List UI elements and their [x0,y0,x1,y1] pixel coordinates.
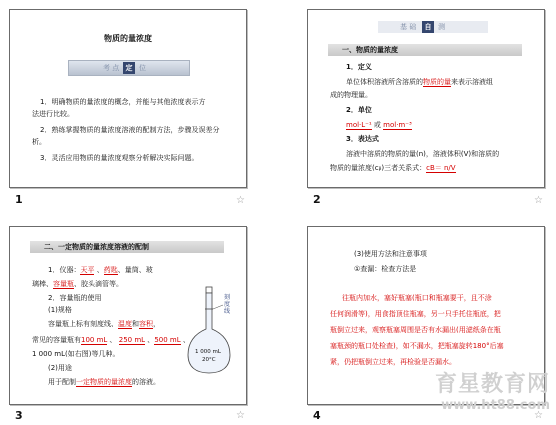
content-line: 常见的容量瓶有100 mL 、 250 mL 、500 mL 、 [32,336,190,344]
answer-line: 往瓶内加水，塞好瓶塞(瓶口和瓶塞要干，且不涂 [342,294,492,302]
formula: cB＝ n/V [426,164,456,172]
answer-line: 任何润滑等)，用食指顶住瓶塞，另一只手托住瓶底，把 [330,310,501,318]
answer-blank: 天平 [80,266,95,274]
watermark-title: 育星教育网 [434,372,550,397]
answer-blank: 药匙 [103,266,118,274]
section-banner [30,241,224,253]
section-banner [328,44,522,56]
content-line: 用于配制一定物质的量浓度的溶液。 [48,378,160,386]
star-icon[interactable]: ☆ [236,410,245,421]
section-title: 二、一定物质的量浓度溶液的配制 [44,243,149,251]
answer-blank: 容积 [139,320,153,328]
answer-blank: mol·m⁻³ [383,121,412,129]
content-line: 璃棒、容量瓶、胶头滴管等。 [32,280,123,288]
answer-line: 紧，仍把瓶倒立过来，再检验是否漏水。 [330,358,456,366]
answer-blank: 100 mL [81,336,108,344]
flask-volume: 1 000 mL [195,349,221,355]
flask-label: 度 [224,301,231,308]
watermark-url: www.ht88.com [441,398,550,413]
banner-badge: 自 [422,21,434,33]
point-line: 1．明确物质的量浓度的概念，并能与其他浓度表示方 [40,98,206,106]
answer-blank: 容量瓶 [53,280,74,288]
topic-banner: 基 础 自 测 [378,21,488,33]
answer-line: 瓶倒立过来，观察瓶塞周围是否有水漏出(用滤纸条在瓶 [330,326,501,334]
point-line: 3．灵活应用物质的量浓度观察分析解决实际问题。 [40,154,199,162]
slide-2[interactable]: 基 础 自 测 一、物质的量浓度 1．定义 单位体积溶液所含溶质的物质的量来表示溶液组 成的物理量。 2．单位 mol·L⁻¹ 或 mol·m⁻³ 3．表达式 溶液中溶质的物质的量(n)，溶液体积(V)和溶质的 物质的量浓度(cᵦ)三者关系式：cB＝ n/V [307,9,545,188]
banner-badge: 定 [123,62,135,74]
answer-line: 塞瓶颈的瓶口处检查)，如不漏水，把瓶塞旋转180°后塞 [330,342,504,350]
star-icon[interactable]: ☆ [236,195,245,206]
answer-blank: 物质的量 [423,78,451,86]
flask-temperature: 20°C [202,357,216,363]
point-line: 析。 [32,138,46,146]
answer-blank: 500 mL [154,336,181,344]
flask-label: 线 [224,308,231,315]
page-number: 2 [313,193,321,206]
slide-1[interactable] [9,9,247,188]
formula-line: 物质的量浓度(cᵦ)三者关系式：cB＝ n/V [330,164,456,172]
star-icon[interactable]: ☆ [534,410,543,421]
unit-line: mol·L⁻¹ 或 mol·m⁻³ [346,121,412,129]
slide-3[interactable]: 二、一定物质的量浓度溶液的配制 1．仪器：天平 、药匙、量筒、玻 璃棒、容量瓶、胶头滴管等。 2．容量瓶的使用 (1)规格 容量瓶上标有刻度线、温度和容积， 常见的容量瓶有100 mL 、 250 mL 、500 mL 、 1 000 mL(如右图)等几种。 (2)用途 用于配制一定物质的量浓度的溶液。 刻 度 线 1 000 mL 20°C [9,226,247,405]
answer-blank: 250 mL [118,336,146,344]
page-number: 4 [313,409,321,422]
answer-blank: 一定物质的量浓度 [76,378,132,386]
answer-blank: mol·L⁻¹ [346,121,372,129]
page-number: 3 [15,409,23,422]
flask-label: 刻 [224,294,231,301]
slide-4[interactable]: (3)使用方法和注意事项 ①查漏：检查方法是 往瓶内加水，塞好瓶塞(瓶口和瓶塞要干，且不涂 任何润滑等)，用食指顶住瓶塞，另一只手托住瓶底，把 瓶倒立过来，观察瓶塞周围是否有水漏出(用滤纸条在瓶 塞瓶颈的瓶口处检查)，如不漏水，把瓶塞旋转180°后塞 紧，仍把瓶倒立过来，再检验是否漏水。 [307,226,545,405]
point-line: 法进行比较。 [32,110,74,118]
volumetric-flask-diagram [182,285,242,375]
definition-line: 单位体积溶液所含溶质的物质的量来表示溶液组 [346,78,493,86]
answer-blank: 温度 [118,320,132,328]
content-line: 1．仪器：天平 、药匙、量筒、玻 [48,266,153,274]
page-number: 1 [15,193,23,206]
content-line: 容量瓶上标有刻度线、温度和容积， [48,320,160,328]
star-icon[interactable]: ☆ [534,195,543,206]
point-line: 2．熟练掌握物质的量浓度溶液的配制方法，步骤及误差分 [40,126,220,134]
topic-banner: 考 点 定 位 [68,60,190,76]
slide-title: 物质的量浓度 [104,34,152,43]
section-title: 一、物质的量浓度 [342,46,398,54]
